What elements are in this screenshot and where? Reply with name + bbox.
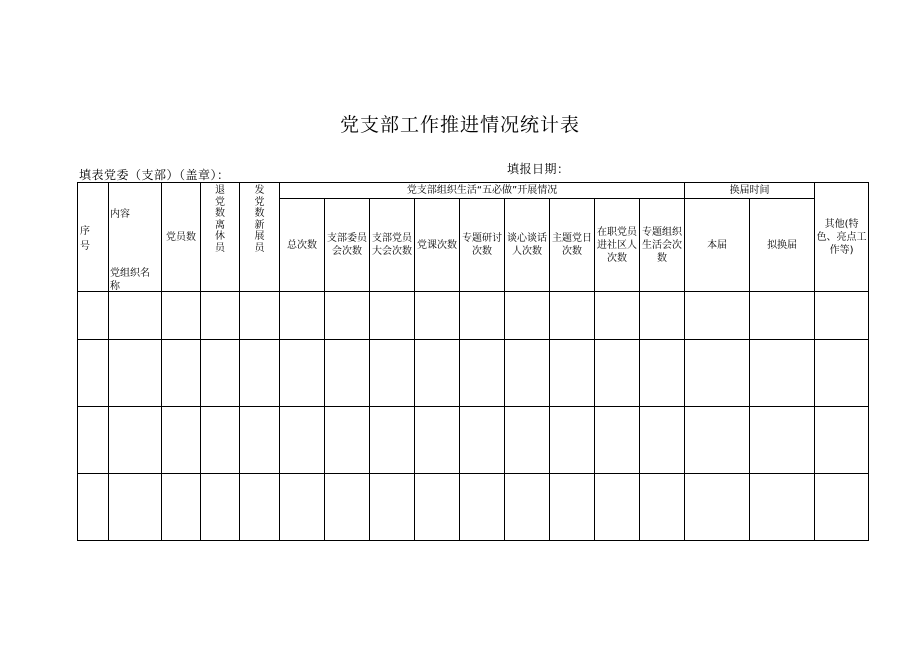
table-cell[interactable] <box>78 340 109 407</box>
table-cell[interactable] <box>325 340 370 407</box>
table-cell[interactable] <box>201 340 240 407</box>
header-member-count: 党员数 <box>162 183 201 292</box>
table-cell[interactable] <box>815 474 869 541</box>
table-row <box>78 340 869 407</box>
table-cell[interactable] <box>750 407 815 474</box>
header-total: 总次数 <box>280 199 325 292</box>
header-content <box>109 183 162 292</box>
table-cell[interactable] <box>201 292 240 340</box>
header-five-must-group: 党支部组织生活“五必做”开展情况 <box>280 183 685 199</box>
table-cell[interactable] <box>162 474 201 541</box>
table-cell[interactable] <box>685 407 750 474</box>
header-talks: 谈心谈话人次数 <box>505 199 550 292</box>
table-cell[interactable] <box>415 292 460 340</box>
header-committee: 支部委员会次数 <box>325 199 370 292</box>
header-election-group: 换届时间 <box>685 183 815 199</box>
table-cell[interactable] <box>325 292 370 340</box>
table-cell[interactable] <box>815 407 869 474</box>
table-cell[interactable] <box>815 340 869 407</box>
header-org-life: 专题组织生活会次数 <box>640 199 685 292</box>
header-election-planned: 拟换届 <box>750 199 815 292</box>
header-content-top: 内容 <box>110 209 130 220</box>
table-cell[interactable] <box>162 340 201 407</box>
table-cell[interactable] <box>415 407 460 474</box>
table-cell[interactable] <box>280 474 325 541</box>
table-cell[interactable] <box>280 340 325 407</box>
table-cell[interactable] <box>640 292 685 340</box>
header-general-meeting: 支部党员大会次数 <box>370 199 415 292</box>
table-cell[interactable] <box>240 474 280 541</box>
table-cell[interactable] <box>240 340 280 407</box>
table-cell[interactable] <box>505 292 550 340</box>
table-cell[interactable] <box>550 407 595 474</box>
table-cell[interactable] <box>325 474 370 541</box>
table-cell[interactable] <box>750 292 815 340</box>
header-community: 在职党员进社区人次数 <box>595 199 640 292</box>
header-content-bottom: 党组织名称 <box>110 268 150 292</box>
table-cell[interactable] <box>280 407 325 474</box>
table-cell[interactable] <box>460 407 505 474</box>
fill-unit-label: 填表党委（支部）（盖章）： <box>79 168 230 182</box>
table-cell[interactable] <box>640 474 685 541</box>
table-cell[interactable] <box>240 407 280 474</box>
table-row <box>78 292 869 340</box>
table-cell[interactable] <box>240 292 280 340</box>
table-row <box>78 407 869 474</box>
header-theme-day: 主题党日次数 <box>550 199 595 292</box>
table-cell[interactable] <box>685 474 750 541</box>
table-cell[interactable] <box>370 474 415 541</box>
header-seminar: 专题研讨次数 <box>460 199 505 292</box>
table-cell[interactable] <box>109 474 162 541</box>
table-cell[interactable] <box>750 340 815 407</box>
table-cell[interactable] <box>550 474 595 541</box>
table-cell[interactable] <box>595 407 640 474</box>
table-cell[interactable] <box>550 340 595 407</box>
header-developed: 发党数新展员 <box>240 183 280 292</box>
table-cell[interactable] <box>750 474 815 541</box>
table-cell[interactable] <box>370 292 415 340</box>
table-cell[interactable] <box>640 340 685 407</box>
header-party-class: 党课次数 <box>415 199 460 292</box>
table-cell[interactable] <box>640 407 685 474</box>
table-cell[interactable] <box>162 407 201 474</box>
table-cell[interactable] <box>109 292 162 340</box>
table-cell[interactable] <box>78 292 109 340</box>
table-cell[interactable] <box>685 292 750 340</box>
table-cell[interactable] <box>685 340 750 407</box>
table-cell[interactable] <box>78 407 109 474</box>
fill-date-label: 填报日期： <box>507 162 570 176</box>
table-cell[interactable] <box>415 474 460 541</box>
table-cell[interactable] <box>280 292 325 340</box>
table-cell[interactable] <box>109 407 162 474</box>
table-cell[interactable] <box>370 340 415 407</box>
header-election-current: 本届 <box>685 199 750 292</box>
table-cell[interactable] <box>201 474 240 541</box>
table-row <box>78 474 869 541</box>
table-cell[interactable] <box>109 340 162 407</box>
table-cell[interactable] <box>415 340 460 407</box>
table-cell[interactable] <box>505 340 550 407</box>
table-cell[interactable] <box>325 407 370 474</box>
table-cell[interactable] <box>460 474 505 541</box>
statistics-table <box>77 182 869 541</box>
table-cell[interactable] <box>460 340 505 407</box>
table-cell[interactable] <box>595 292 640 340</box>
table-cell[interactable] <box>201 407 240 474</box>
table-cell[interactable] <box>370 407 415 474</box>
table-cell[interactable] <box>460 292 505 340</box>
table-cell[interactable] <box>505 474 550 541</box>
page-title: 党支部工作推进情况统计表 <box>339 114 580 136</box>
header-row-1 <box>78 183 869 199</box>
table-cell[interactable] <box>162 292 201 340</box>
table-cell[interactable] <box>550 292 595 340</box>
table-cell[interactable] <box>505 407 550 474</box>
table-cell[interactable] <box>78 474 109 541</box>
header-other: 其他(特色、亮点工作等) <box>815 183 869 292</box>
table-cell[interactable] <box>815 292 869 340</box>
header-retired: 退党数离休员 <box>201 183 240 292</box>
table-cell[interactable] <box>595 340 640 407</box>
header-seq: 序号 <box>78 183 109 292</box>
table-cell[interactable] <box>595 474 640 541</box>
